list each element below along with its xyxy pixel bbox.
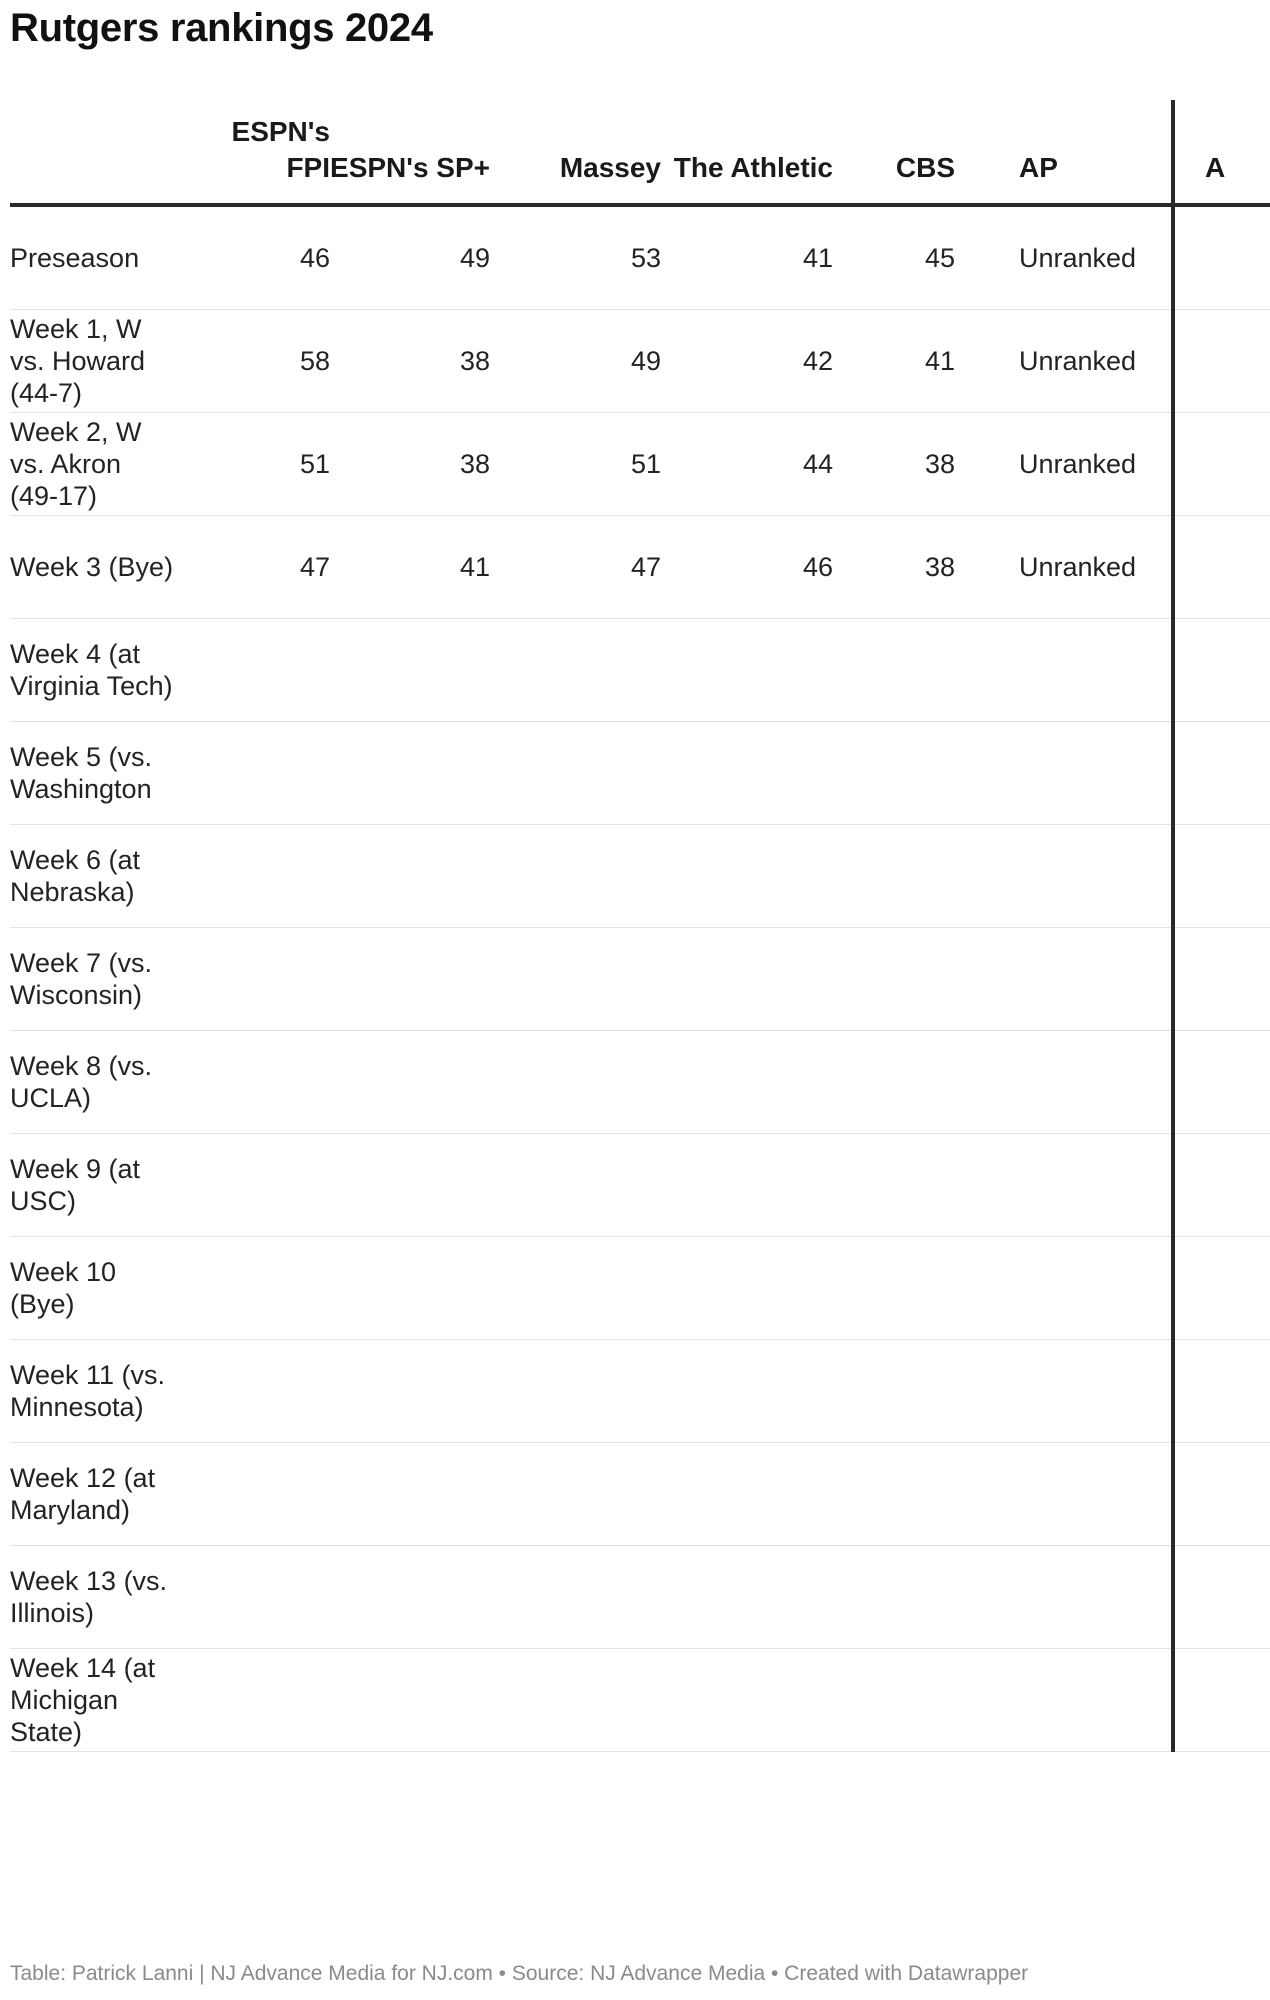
- table-cell: Unranked: [955, 413, 1173, 516]
- row-label: Week 11 (vs. Minnesota): [10, 1340, 215, 1443]
- table-cell: [490, 1237, 661, 1340]
- table-cell: [833, 722, 955, 825]
- table-cell: Unranked: [955, 516, 1173, 619]
- row-label: Preseason: [10, 205, 215, 310]
- table-cell: [490, 1649, 661, 1752]
- table-cell: [1173, 1340, 1270, 1443]
- table-cell: [661, 1031, 833, 1134]
- table-cell: [330, 1031, 490, 1134]
- table-cell: [833, 619, 955, 722]
- table-cell: [490, 722, 661, 825]
- table-row: [10, 413, 1270, 516]
- table-cell: [1173, 516, 1270, 619]
- table-row: [10, 1649, 1270, 1752]
- table-row: [10, 1443, 1270, 1546]
- table-cell: [330, 619, 490, 722]
- row-label: Week 14 (at Michigan State): [10, 1649, 215, 1752]
- table-cell: [330, 1546, 490, 1649]
- table-cell: [330, 825, 490, 928]
- table-cell: [1173, 310, 1270, 413]
- table-title: Rutgers rankings 2024: [10, 6, 433, 50]
- table-cell: 41: [330, 516, 490, 619]
- table-cell: [1173, 825, 1270, 928]
- table-cell: [215, 825, 330, 928]
- table-cell: 44: [661, 413, 833, 516]
- table-cell: [215, 1443, 330, 1546]
- table-cell: 47: [490, 516, 661, 619]
- table-cell: [330, 1340, 490, 1443]
- table-cell: 38: [833, 413, 955, 516]
- table-row: [10, 928, 1270, 1031]
- table-row: [10, 1031, 1270, 1134]
- table-cell: [955, 722, 1173, 825]
- table-cell: [1173, 1134, 1270, 1237]
- table-cell: 49: [490, 310, 661, 413]
- table-cell: [833, 825, 955, 928]
- table-cell: [330, 722, 490, 825]
- row-label: Week 2, W vs. Akron (49-17): [10, 413, 215, 516]
- table-cell: [1173, 722, 1270, 825]
- table-cell: [330, 1443, 490, 1546]
- table-cell: [955, 1546, 1173, 1649]
- column-header: Massey: [490, 100, 661, 205]
- table-cell: [661, 1340, 833, 1443]
- table-row: [10, 516, 1270, 619]
- table-cell: [661, 1443, 833, 1546]
- table-cell: [661, 1546, 833, 1649]
- table-cell: [1173, 1546, 1270, 1649]
- table-cell: [661, 928, 833, 1031]
- table-cell: [955, 1340, 1173, 1443]
- table-cell: [490, 619, 661, 722]
- table-cell: 51: [490, 413, 661, 516]
- column-header: The Athletic: [661, 100, 833, 205]
- table-cell: 47: [215, 516, 330, 619]
- table-cell: [833, 1546, 955, 1649]
- table-cell: 46: [215, 205, 330, 310]
- table-row: [10, 1134, 1270, 1237]
- table-cell: [330, 1134, 490, 1237]
- table-row: [10, 619, 1270, 722]
- table-cell: [1173, 413, 1270, 516]
- rankings-table-container: [10, 100, 1226, 1925]
- table-cell: 42: [661, 310, 833, 413]
- table-cell: [215, 1031, 330, 1134]
- table-cell: [833, 1649, 955, 1752]
- row-label: Week 3 (Bye): [10, 516, 215, 619]
- table-cell: [833, 1134, 955, 1237]
- table-cell: [833, 1031, 955, 1134]
- table-cell: [490, 928, 661, 1031]
- table-cell: [661, 722, 833, 825]
- table-cell: [833, 1340, 955, 1443]
- row-label: Week 13 (vs. Illinois): [10, 1546, 215, 1649]
- table-cell: 38: [833, 516, 955, 619]
- table-cell: [215, 619, 330, 722]
- table-cell: [1173, 1443, 1270, 1546]
- table-row: [10, 205, 1270, 310]
- column-header: AP: [955, 100, 1173, 205]
- row-label: Week 8 (vs. UCLA): [10, 1031, 215, 1134]
- table-cell: [1173, 205, 1270, 310]
- table-cell: [490, 825, 661, 928]
- row-label: Week 5 (vs. Washington: [10, 722, 215, 825]
- table-cell: [955, 825, 1173, 928]
- table-row: [10, 310, 1270, 413]
- table-cell: 53: [490, 205, 661, 310]
- table-cell: [215, 1134, 330, 1237]
- row-label: Week 6 (at Nebraska): [10, 825, 215, 928]
- table-cell: [330, 928, 490, 1031]
- table-cell: [661, 1134, 833, 1237]
- rankings-table: [10, 100, 1270, 1752]
- table-cell: [661, 1649, 833, 1752]
- row-label: Week 10 (Bye): [10, 1237, 215, 1340]
- table-cell: [490, 1443, 661, 1546]
- table-cell: 58: [215, 310, 330, 413]
- column-header: A: [1173, 100, 1270, 205]
- table-cell: [661, 1237, 833, 1340]
- table-cell: [490, 1546, 661, 1649]
- table-cell: [955, 1237, 1173, 1340]
- table-cell: 38: [330, 310, 490, 413]
- table-cell: 41: [833, 310, 955, 413]
- table-cell: [833, 1237, 955, 1340]
- table-cell: [1173, 619, 1270, 722]
- table-cell: 45: [833, 205, 955, 310]
- table-cell: [955, 1649, 1173, 1752]
- source-footer: Table: Patrick Lanni | NJ Advance Media for NJ.com • Source: NJ Advance Media • Created with Datawrapper: [10, 1962, 1029, 1985]
- table-cell: [1173, 1649, 1270, 1752]
- table-cell: [490, 1340, 661, 1443]
- table-cell: [661, 825, 833, 928]
- table-cell: [215, 1546, 330, 1649]
- table-cell: [1173, 1031, 1270, 1134]
- table-cell: [490, 1031, 661, 1134]
- table-cell: [215, 1237, 330, 1340]
- table-cell: [955, 1443, 1173, 1546]
- table-cell: [955, 1031, 1173, 1134]
- table-cell: 49: [330, 205, 490, 310]
- table-cell: [215, 722, 330, 825]
- table-header: [10, 100, 1270, 205]
- table-body: [10, 205, 1270, 1752]
- table-cell: [1173, 1237, 1270, 1340]
- table-row: [10, 1237, 1270, 1340]
- row-label: Week 12 (at Maryland): [10, 1443, 215, 1546]
- table-cell: [490, 1134, 661, 1237]
- table-cell: [330, 1237, 490, 1340]
- table-cell: [215, 1649, 330, 1752]
- table-cell: [661, 619, 833, 722]
- table-row: [10, 722, 1270, 825]
- column-header: ESPN's FPI: [215, 100, 330, 205]
- table-row: [10, 1546, 1270, 1649]
- row-label: Week 1, W vs. Howard (44-7): [10, 310, 215, 413]
- row-label: Week 9 (at USC): [10, 1134, 215, 1237]
- table-cell: [955, 928, 1173, 1031]
- row-label: Week 7 (vs. Wisconsin): [10, 928, 215, 1031]
- table-cell: [330, 1649, 490, 1752]
- table-row: [10, 825, 1270, 928]
- table-cell: [955, 1134, 1173, 1237]
- table-cell: Unranked: [955, 310, 1173, 413]
- table-cell: [215, 1340, 330, 1443]
- table-cell: [955, 619, 1173, 722]
- table-cell: [215, 928, 330, 1031]
- table-row: [10, 1340, 1270, 1443]
- header-row: [10, 100, 1270, 205]
- column-header: CBS: [833, 100, 955, 205]
- table-cell: Unranked: [955, 205, 1173, 310]
- table-cell: 51: [215, 413, 330, 516]
- column-header: [10, 100, 215, 205]
- table-cell: 38: [330, 413, 490, 516]
- table-cell: [833, 1443, 955, 1546]
- table-cell: 41: [661, 205, 833, 310]
- table-cell: [833, 928, 955, 1031]
- table-cell: [1173, 928, 1270, 1031]
- column-header: ESPN's SP+: [330, 100, 490, 205]
- row-label: Week 4 (at Virginia Tech): [10, 619, 215, 722]
- table-cell: 46: [661, 516, 833, 619]
